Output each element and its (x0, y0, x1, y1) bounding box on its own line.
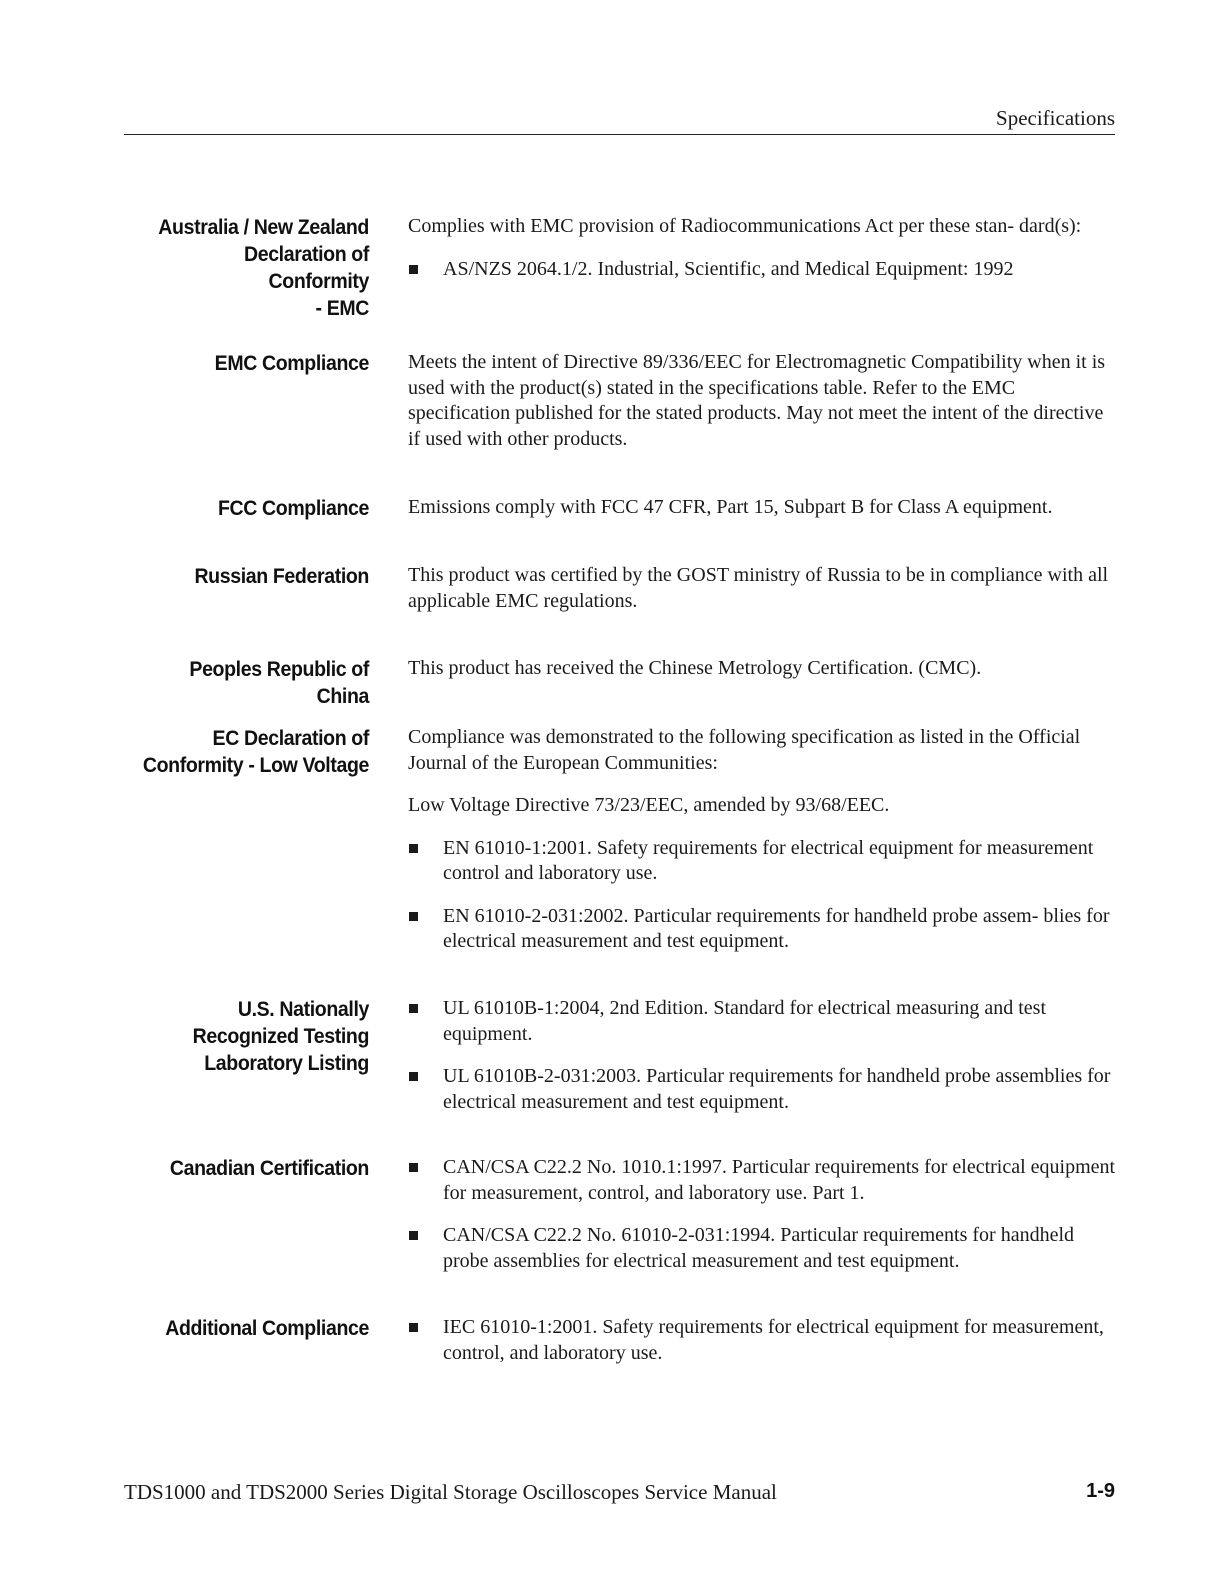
section-label (141, 350, 369, 377)
header-title: Specifications (996, 106, 1115, 130)
paragraph: Compliance was demonstrated to the following specification as listed in the Official Journal of the European Communities: (408, 726, 1081, 774)
label-line: Russian Federation (194, 565, 369, 588)
label-line: Declaration of Conformity (243, 243, 369, 293)
paragraph: Emissions comply with FCC 47 CFR, Part 15, Subpart B for Class A equipment. (408, 496, 1053, 518)
section-content (408, 1315, 1118, 1366)
bullet-item (408, 1223, 1118, 1274)
bullet-text: UL 61010B-2-031:2003. Particular requirements for handheld probe assemblies for electrical measurement and test equipment. (443, 1065, 1111, 1113)
label-line: Recognized Testing (192, 1025, 369, 1048)
footer-page-number: 1-9 (1086, 1480, 1115, 1502)
label-line: Peoples Republic of China (189, 658, 369, 708)
bullet-square-icon (409, 1163, 418, 1172)
bullet-text: IEC 61010-1:2001. Safety requirements for electrical equipment for measurement, control, and laboratory use. (443, 1316, 1104, 1364)
label-line: FCC Compliance (217, 497, 369, 520)
section-label (141, 1315, 369, 1342)
bullet-item (408, 1315, 1118, 1366)
bullet-square-icon (409, 1231, 418, 1240)
section-content (408, 214, 1118, 282)
section-label (141, 1155, 369, 1182)
bullet-text: CAN/CSA C22.2 No. 61010-2-031:1994. Particular requirements for handheld probe assemblies for electrical measurement and test equipment. (443, 1224, 1075, 1272)
section-content (408, 725, 1118, 955)
label-line: Australia / New Zealand (158, 216, 369, 239)
label-line: Conformity - Low Voltage (142, 754, 369, 777)
label-line: U.S. Nationally (237, 998, 369, 1021)
section-content (408, 656, 1118, 682)
section-content (408, 996, 1118, 1115)
bullet-text: UL 61010B-1:2004, 2nd Edition. Standard for electrical measuring and test equipment. (443, 997, 1047, 1045)
section-content (408, 495, 1128, 521)
paragraph: This product has received the Chinese Metrology Certification. (CMC). (408, 657, 982, 679)
section-label (141, 563, 369, 590)
section-label (141, 656, 369, 710)
bullet-square-icon (409, 844, 418, 853)
bullet-square-icon (409, 1004, 418, 1013)
bullet-item (408, 1155, 1118, 1206)
section-content (408, 350, 1118, 452)
bullet-text: EN 61010-2-031:2002. Particular requirements for handheld probe assem- blies for electrical measurement and test equipment. (443, 904, 1110, 952)
label-line: Canadian Certification (169, 1157, 369, 1180)
section-label (141, 996, 369, 1077)
section-content (408, 563, 1118, 614)
bullet-text: EN 61010-1:2001. Safety requirements for electrical equipment for measurement control and laboratory use. (443, 836, 1094, 884)
footer-manual-title: TDS1000 and TDS2000 Series Digital Storage Oscilloscopes Service Manual (124, 1480, 777, 1504)
bullet-item (408, 904, 1118, 955)
label-line: Laboratory Listing (204, 1052, 369, 1075)
label-line: EMC Compliance (214, 352, 369, 375)
bullet-item (408, 257, 1118, 283)
bullet-item (408, 996, 1118, 1047)
bullet-square-icon (409, 1323, 418, 1332)
bullet-item (408, 1064, 1118, 1115)
bullet-square-icon (409, 1072, 418, 1081)
bullet-text: CAN/CSA C22.2 No. 1010.1:1997. Particular requirements for electrical equipment for measurement, control, and laboratory use. Part 1. (443, 1156, 1116, 1204)
label-line: - EMC (315, 297, 369, 320)
page-header (124, 106, 1115, 135)
section-label (141, 214, 369, 322)
section-content (408, 1155, 1118, 1274)
label-line: Additional Compliance (165, 1317, 369, 1340)
bullet-square-icon (409, 265, 418, 274)
bullet-text: AS/NZS 2064.1/2. Industrial, Scientific, and Medical Equipment: 1992 (443, 257, 1014, 280)
paragraph: Meets the intent of Directive 89/336/EEC for Electromagnetic Compatibility when it is used with the product(s) stated in the specifications table. Refer to the EMC specification published for the stated products. May not meet the intent of the directive if used with other products. (408, 351, 1106, 450)
paragraph: This product was certified by the GOST ministry of Russia to be in compliance with all applicable EMC regulations. (408, 564, 1109, 612)
paragraph: Low Voltage Directive 73/23/EEC, amended by 93/68/EEC. (408, 794, 890, 816)
paragraph: Complies with EMC provision of Radiocommunications Act per these stan- dard(s): (408, 215, 1082, 237)
section-label (141, 495, 369, 522)
label-line: EC Declaration of (212, 727, 369, 750)
bullet-item (408, 836, 1118, 887)
section-label (141, 725, 369, 779)
bullet-square-icon (409, 912, 418, 921)
